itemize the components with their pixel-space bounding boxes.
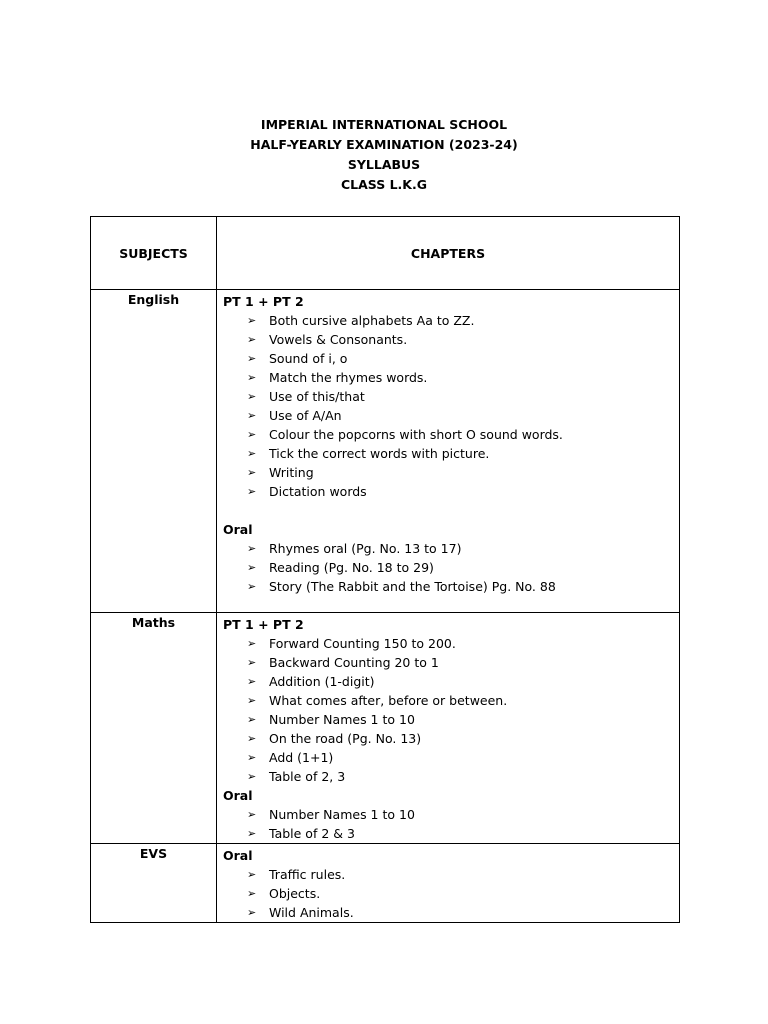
chapter-list (223, 311, 673, 501)
list-item (223, 425, 673, 444)
subject-cell: EVS (91, 844, 217, 923)
arrow-bullet-icon: ➢ (247, 561, 257, 574)
list-item (223, 444, 673, 463)
table-row (91, 844, 680, 923)
chapter-text: Add (1+1) (269, 750, 334, 765)
arrow-bullet-icon: ➢ (247, 352, 257, 365)
chapter-text: On the road (Pg. No. 13) (269, 731, 422, 746)
chapters-cell (217, 844, 680, 923)
chapter-text: Rhymes oral (Pg. No. 13 to 17) (269, 541, 462, 556)
arrow-bullet-icon: ➢ (247, 713, 257, 726)
arrow-bullet-icon: ➢ (247, 732, 257, 745)
syllabus-table (90, 216, 680, 923)
exam-title: HALF-YEARLY EXAMINATION (2023-24) (250, 137, 518, 152)
list-item (223, 824, 673, 843)
chapter-list (223, 805, 673, 843)
chapter-text: Both cursive alphabets Aa to ZZ. (269, 313, 475, 328)
arrow-bullet-icon: ➢ (247, 314, 257, 327)
arrow-bullet-icon: ➢ (247, 751, 257, 764)
arrow-bullet-icon: ➢ (247, 868, 257, 881)
chapter-text: Table of 2 & 3 (269, 826, 355, 841)
subject-cell: English (91, 290, 217, 613)
table-header-row (91, 217, 680, 290)
chapters-cell (217, 290, 680, 613)
chapter-text: Colour the popcorns with short O sound words. (269, 427, 563, 442)
arrow-bullet-icon: ➢ (247, 428, 257, 441)
list-item (223, 463, 673, 482)
arrow-bullet-icon: ➢ (247, 906, 257, 919)
table-row (91, 613, 680, 844)
list-item (223, 634, 673, 653)
chapter-text: Objects. (269, 886, 321, 901)
arrow-bullet-icon: ➢ (247, 580, 257, 593)
arrow-bullet-icon: ➢ (247, 675, 257, 688)
arrow-bullet-icon: ➢ (247, 637, 257, 650)
chapter-text: Tick the correct words with picture. (269, 446, 490, 461)
arrow-bullet-icon: ➢ (247, 542, 257, 555)
section-title: PT 1 + PT 2 (223, 617, 304, 632)
list-item (223, 349, 673, 368)
list-item (223, 748, 673, 767)
arrow-bullet-icon: ➢ (247, 827, 257, 840)
class-name: CLASS L.K.G (340, 177, 428, 192)
chapter-text: Story (The Rabbit and the Tortoise) Pg. No. 88 (269, 579, 556, 594)
chapter-list (223, 634, 673, 786)
chapter-list (223, 865, 673, 922)
list-item (223, 729, 673, 748)
arrow-bullet-icon: ➢ (247, 656, 257, 669)
arrow-bullet-icon: ➢ (247, 485, 257, 498)
chapter-text: Number Names 1 to 10 (269, 807, 415, 822)
arrow-bullet-icon: ➢ (247, 333, 257, 346)
chapter-text: Traffic rules. (269, 867, 346, 882)
subjects-column-header: SUBJECTS (91, 217, 217, 290)
chapter-text: Table of 2, 3 (269, 769, 346, 784)
chapter-text: Forward Counting 150 to 200. (269, 636, 456, 651)
chapters-column-header: CHAPTERS (217, 217, 680, 290)
chapter-text: What comes after, before or between. (269, 693, 508, 708)
list-item (223, 368, 673, 387)
list-item (223, 884, 673, 903)
list-item (223, 311, 673, 330)
list-item (223, 805, 673, 824)
list-item (223, 577, 673, 596)
list-item (223, 387, 673, 406)
document-header (0, 115, 768, 195)
list-item (223, 330, 673, 349)
arrow-bullet-icon: ➢ (247, 371, 257, 384)
chapter-text: Reading (Pg. No. 18 to 29) (269, 560, 434, 575)
arrow-bullet-icon: ➢ (247, 887, 257, 900)
chapter-text: Sound of i, o (269, 351, 348, 366)
list-item (223, 653, 673, 672)
chapter-text: Vowels & Consonants. (269, 332, 408, 347)
table-row (91, 290, 680, 613)
chapter-list (223, 539, 673, 596)
section-title: Oral (223, 788, 253, 803)
chapter-text: Number Names 1 to 10 (269, 712, 415, 727)
arrow-bullet-icon: ➢ (247, 694, 257, 707)
list-item (223, 482, 673, 501)
arrow-bullet-icon: ➢ (247, 466, 257, 479)
chapter-text: Wild Animals. (269, 905, 354, 920)
list-item (223, 406, 673, 425)
document-type: SYLLABUS (347, 157, 421, 172)
chapters-cell (217, 613, 680, 844)
chapter-text: Use of A/An (269, 408, 342, 423)
list-item (223, 865, 673, 884)
section-title: Oral (223, 522, 253, 537)
arrow-bullet-icon: ➢ (247, 390, 257, 403)
school-name: IMPERIAL INTERNATIONAL SCHOOL (260, 117, 508, 132)
arrow-bullet-icon: ➢ (247, 409, 257, 422)
chapter-text: Match the rhymes words. (269, 370, 428, 385)
arrow-bullet-icon: ➢ (247, 808, 257, 821)
arrow-bullet-icon: ➢ (247, 447, 257, 460)
list-item (223, 672, 673, 691)
section-title: Oral (223, 848, 253, 863)
list-item (223, 767, 673, 786)
list-item (223, 903, 673, 922)
chapter-text: Dictation words (269, 484, 367, 499)
section-title: PT 1 + PT 2 (223, 294, 304, 309)
chapter-text: Backward Counting 20 to 1 (269, 655, 439, 670)
chapter-text: Use of this/that (269, 389, 365, 404)
subject-cell: Maths (91, 613, 217, 844)
chapter-text: Addition (1-digit) (269, 674, 375, 689)
chapter-text: Writing (269, 465, 314, 480)
list-item (223, 691, 673, 710)
list-item (223, 539, 673, 558)
list-item (223, 710, 673, 729)
arrow-bullet-icon: ➢ (247, 770, 257, 783)
list-item (223, 558, 673, 577)
